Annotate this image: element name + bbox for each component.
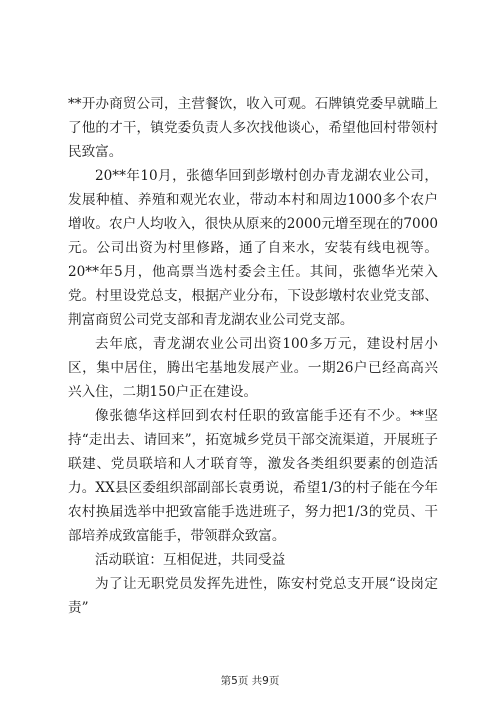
paragraph-4: 像张德华这样回到农村任职的致富能手还有不少。**坚持“走出去、请回来”，拓宽城乡党员干部交流渠道，开展班子联建、党员联培和人才联育等，激发各类组织要素的创造活力。XX县区委组织部副部长袁勇说，希望1/3的村子能在今年农村换届选举中把致富能手选进班子，努力把1/3的党员、干部培养成致富能手，带领群众致富。 [68, 408, 438, 544]
section-heading: 活动联谊：互相促进，共同受益 [95, 552, 286, 568]
document-body [68, 92, 438, 620]
paragraph-1: **开办商贸公司，主营餐饮，收入可观。石牌镇党委早就瞄上了他的才干，镇党委负责人多次找他谈心，希望他回村带领村民致富。 [68, 96, 438, 160]
paragraph-3: 去年底，青龙湖农业公司出资100多万元，建设村居小区，集中居住，腾出宅基地发展产业。一期26户已经高高兴兴入住，二期150户正在建设。 [68, 336, 438, 400]
paragraph-5: 为了让无职党员发挥先进性，陈安村党总支开展“设岗定责” [68, 576, 438, 616]
page-number-footer: 第5页 共9页 [220, 675, 280, 687]
paragraph-2: 20**年10月，张德华回到彭墩村创办青龙湖农业公司，发展种植、养殖和观光农业，带动本村和周边1000多个农户增收。农户人均收入，很快从原来的2000元增至现在的7000元。公司出资为村里修路，通了自来水，安装有线电视等。20**年5月，他高票当选村委会主任。其间，张德华光荣入党。村里设党总支，根据产业分布，下设彭墩村农业党支部、荆富商贸公司党支部和青龙湖农业公司党支部。 [68, 168, 438, 328]
